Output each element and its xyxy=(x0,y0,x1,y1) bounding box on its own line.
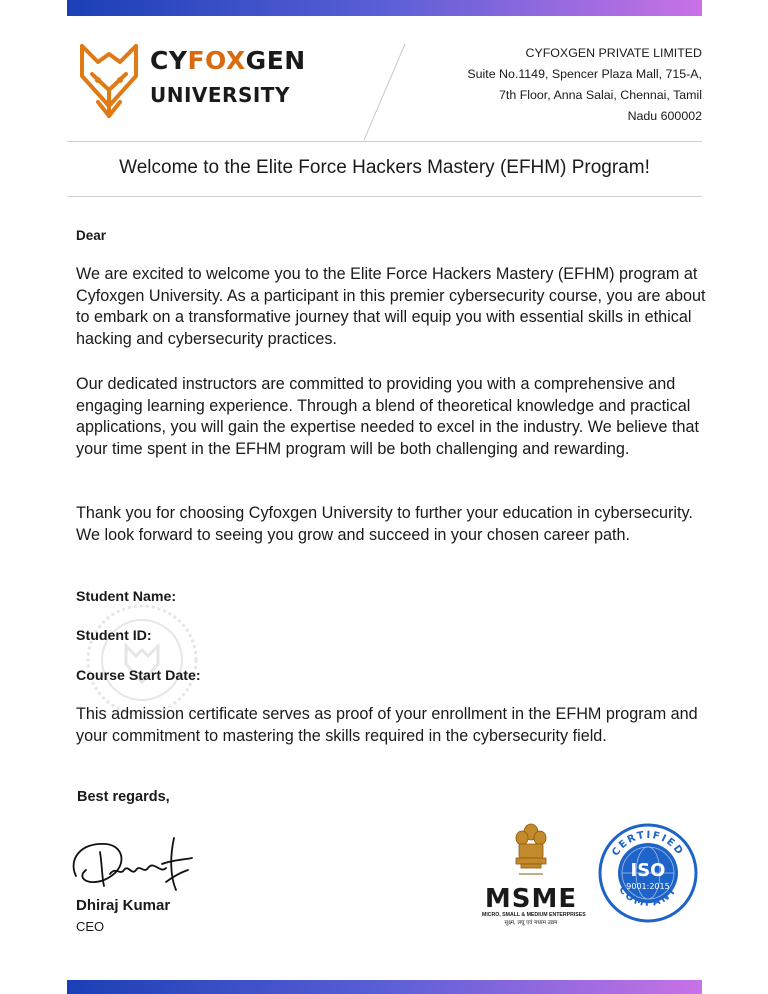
bottom-gradient-bar xyxy=(67,980,702,994)
iso-certified-badge xyxy=(597,822,699,924)
divider-bottom xyxy=(67,196,702,197)
header-divider xyxy=(360,42,410,142)
iso-mark: ISO xyxy=(630,860,666,881)
brand-name: CYFOXGEN xyxy=(150,46,306,75)
paragraph-3: Thank you for choosing Cyfoxgen University to further your education in cybersecurity. We look forward to seeing you grow and succeed in your chosen career path. xyxy=(76,504,693,544)
signature xyxy=(66,830,196,896)
course-start-label: Course Start Date: xyxy=(76,668,201,684)
msme-subtitle: MICRO, SMALL & MEDIUM ENTERPRISES xyxy=(482,912,586,918)
top-gradient-bar xyxy=(67,0,702,16)
address-line: 7th Floor, Anna Salai, Chennai, Tamil xyxy=(499,88,702,102)
student-name-label: Student Name: xyxy=(76,589,177,605)
iso-bottom-text: COMPANY xyxy=(616,884,680,910)
watermark-seal xyxy=(84,602,200,718)
address-line: CYFOXGEN PRIVATE LIMITED xyxy=(525,46,702,60)
student-id-label: Student ID: xyxy=(76,628,152,644)
fox-logo-icon xyxy=(76,40,142,120)
signer-name: Dhiraj Kumar xyxy=(76,897,171,914)
closing-regards: Best regards, xyxy=(77,789,170,805)
paragraph-2: Our dedicated instructors are committed to providing you with a comprehensive and engaging learning experience. Through a blend of theoretical knowledge and practical applications, you will gain the expertise needed to excel in the industry. We believe that your time spent in the EFHM program will be both challenging and rewarding. xyxy=(76,375,699,459)
msme-badge xyxy=(482,822,586,932)
paragraph-1: We are excited to welcome you to the Elite Force Hackers Mastery (EFHM) program at Cyfoxgen University. As a participant in this premier cybersecurity course, you are about to embark on a transformative journey that will equip you with essential skills in ethical hacking and cybersecurity practices. xyxy=(76,265,706,349)
address-line: Nadu 600002 xyxy=(627,109,702,123)
emblem-icon xyxy=(511,822,551,880)
signer-role: CEO xyxy=(76,919,105,934)
salutation: Dear xyxy=(76,228,107,243)
iso-standard: 9001:2015 xyxy=(626,882,670,891)
divider-top xyxy=(67,141,702,142)
brand-subtitle: UNIVERSITY xyxy=(150,83,290,107)
iso-top-text: CERTIFIED xyxy=(610,829,686,859)
msme-wordmark: MSME xyxy=(484,884,578,914)
closing-paragraph: This admission certificate serves as proof of your enrollment in the EFHM program and your commitment to mastering the skills required in the cybersecurity field. xyxy=(76,705,698,745)
page-title: Welcome to the Elite Force Hackers Mastery (EFHM) Program! xyxy=(119,157,650,178)
msme-hindi-text: सूक्ष्म, लघु एवं मध्यम उद्यम xyxy=(504,920,558,926)
company-address xyxy=(442,43,702,127)
address-line: Suite No.1149, Spencer Plaza Mall, 715-A, xyxy=(467,67,702,81)
